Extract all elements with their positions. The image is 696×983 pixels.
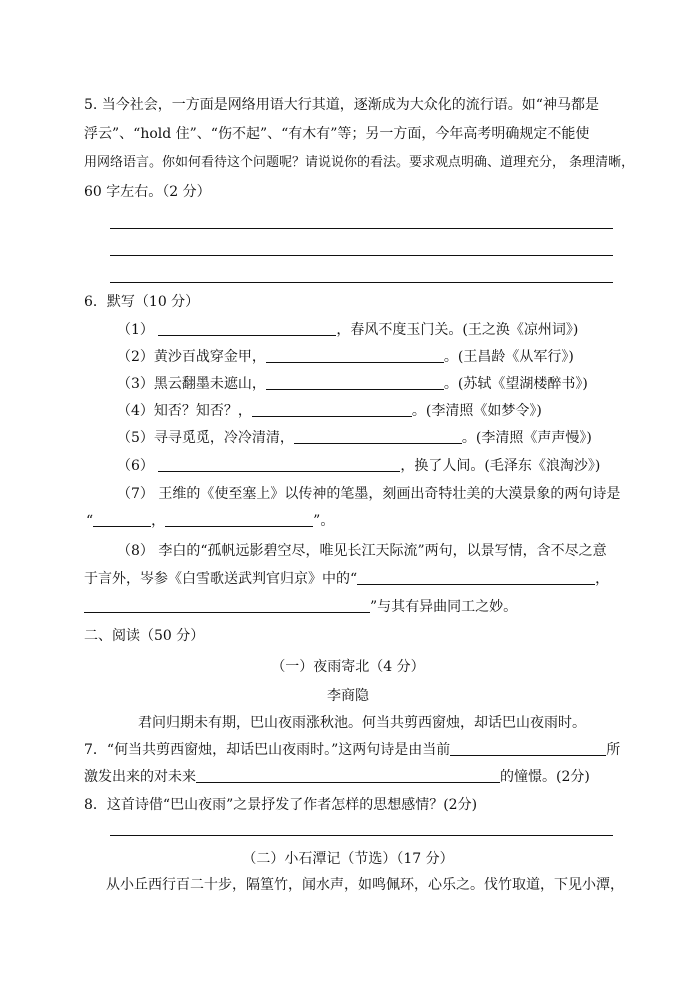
- blank-2[interactable]: [266, 348, 444, 363]
- q7-text-2: 激发出来的对未来: [84, 769, 196, 785]
- close-quote: ”。: [313, 513, 335, 529]
- item-number: （2）: [117, 349, 154, 365]
- item-prefix: 黄沙百战穿金甲，: [153, 349, 266, 365]
- item-number: （1）: [117, 322, 154, 338]
- open-quote: “: [86, 513, 94, 529]
- blank-5[interactable]: [294, 429, 462, 444]
- q7-text: 7．“何当共剪西窗烛，却话巴山夜雨时。”这两句诗是由当前: [84, 742, 451, 758]
- q6-item-4: [117, 401, 542, 421]
- item-prefix: 于言外，岑参《白雪歌送武判官归京》中的“: [84, 571, 358, 587]
- poem-title: （一）夜雨寄北（4 分）: [271, 659, 425, 675]
- q5-line-4: 60 字左右。（2 分）: [84, 184, 211, 200]
- q5-line-2: 浮云”、“hold 住”、“伤不起”、“有木有”等；另一方面，今年高考明确规定不能使: [84, 126, 590, 142]
- q7-suffix: 所: [606, 742, 621, 758]
- q7-suffix-2: 的憧憬。(2分): [500, 769, 590, 785]
- item-number: （5）: [117, 430, 154, 446]
- item-suffix: ”与其有异曲同工之妙。: [370, 599, 518, 615]
- q6-item-8-line-1: （8） 李白的“孤帆远影碧空尽，唯见长江天际流”两句，以景写情，含不尽之意: [117, 543, 607, 559]
- q6-item-1: [117, 320, 578, 340]
- item-suffix: 。(苏轼《望湖楼醉书》): [443, 376, 588, 392]
- q6-title: 6．默写（10 分）: [84, 294, 200, 310]
- answer-line-q5-2[interactable]: [110, 255, 613, 256]
- poem-text: 君问归期未有期，巴山夜雨涨秋池。何当共剪西窗烛，却话巴山夜雨时。: [138, 715, 586, 731]
- q6-item-5: [117, 428, 592, 448]
- blank-4[interactable]: [252, 402, 412, 417]
- item-number: （4）: [117, 403, 154, 419]
- prose-title: （二）小石潭记（节选）（17 分）: [242, 851, 454, 867]
- q8-text: 8．这首诗借“巴山夜雨”之景抒发了作者怎样的思想感情？(2分): [84, 797, 478, 813]
- blank-7a[interactable]: [93, 512, 151, 527]
- item-suffix: 。(王昌龄《从军行》): [443, 349, 574, 365]
- prose-text: 从小丘西行百二十步，隔篁竹，闻水声，如鸣佩环，心乐之。伐竹取道，下见小潭，: [106, 877, 624, 893]
- q7-line-2: [84, 767, 590, 787]
- blank-8b[interactable]: [84, 598, 370, 613]
- item-prefix: 黑云翻墨未遮山，: [153, 376, 266, 392]
- q5-line-3: 用网络语言。你如何看待这个问题呢？请说说你的看法。要求观点明确、道理充分， 条理清晰，: [84, 155, 635, 170]
- blank-6[interactable]: [158, 457, 400, 472]
- blank-q7b[interactable]: [196, 768, 500, 783]
- item-suffix: ，春风不度玉门关。(王之涣《凉州词》): [336, 322, 579, 338]
- poem-author: 李商隐: [327, 688, 369, 704]
- item-prefix: 知否？知否？，: [153, 403, 252, 419]
- item-number: （6）: [117, 458, 154, 474]
- item-suffix: 。(李清照《如梦令》): [411, 403, 542, 419]
- item-suffix: 。(李清照《声声慢》): [461, 430, 592, 446]
- q6-item-8-line-2: [84, 569, 609, 589]
- item-prefix: 寻寻觅觅，冷冷清清，: [153, 430, 294, 446]
- answer-line-q5-1[interactable]: [110, 228, 613, 229]
- blank-8a[interactable]: [357, 570, 595, 585]
- item-number: （3）: [117, 376, 154, 392]
- comma: ，: [595, 571, 610, 587]
- q6-item-7-line-2: [86, 511, 334, 531]
- q6-item-6: [117, 456, 600, 476]
- section-2-title: 二、阅读（50 分）: [84, 628, 205, 644]
- q5-line-1: 5. 当今社会，一方面是网络用语大行其道，逐渐成为大众化的流行语。如“神马都是: [84, 97, 599, 113]
- blank-1[interactable]: [158, 321, 336, 336]
- blank-3[interactable]: [266, 375, 444, 390]
- comma: ，: [151, 513, 166, 529]
- answer-line-q5-3[interactable]: [110, 282, 613, 283]
- item-suffix: ，换了人间。(毛泽东《浪淘沙》): [400, 458, 601, 474]
- q7-line-1: [84, 740, 620, 760]
- q6-item-3: [117, 374, 588, 394]
- answer-line-q8[interactable]: [110, 835, 613, 836]
- blank-q7a[interactable]: [450, 741, 606, 756]
- q6-item-2: [117, 347, 574, 367]
- q6-item-8-line-3: [84, 597, 517, 617]
- blank-7b[interactable]: [165, 512, 313, 527]
- q6-item-7-line-1: （7） 王维的《使至塞上》以传神的笔墨，刻画出奇特壮美的大漠景象的两句诗是: [117, 486, 621, 502]
